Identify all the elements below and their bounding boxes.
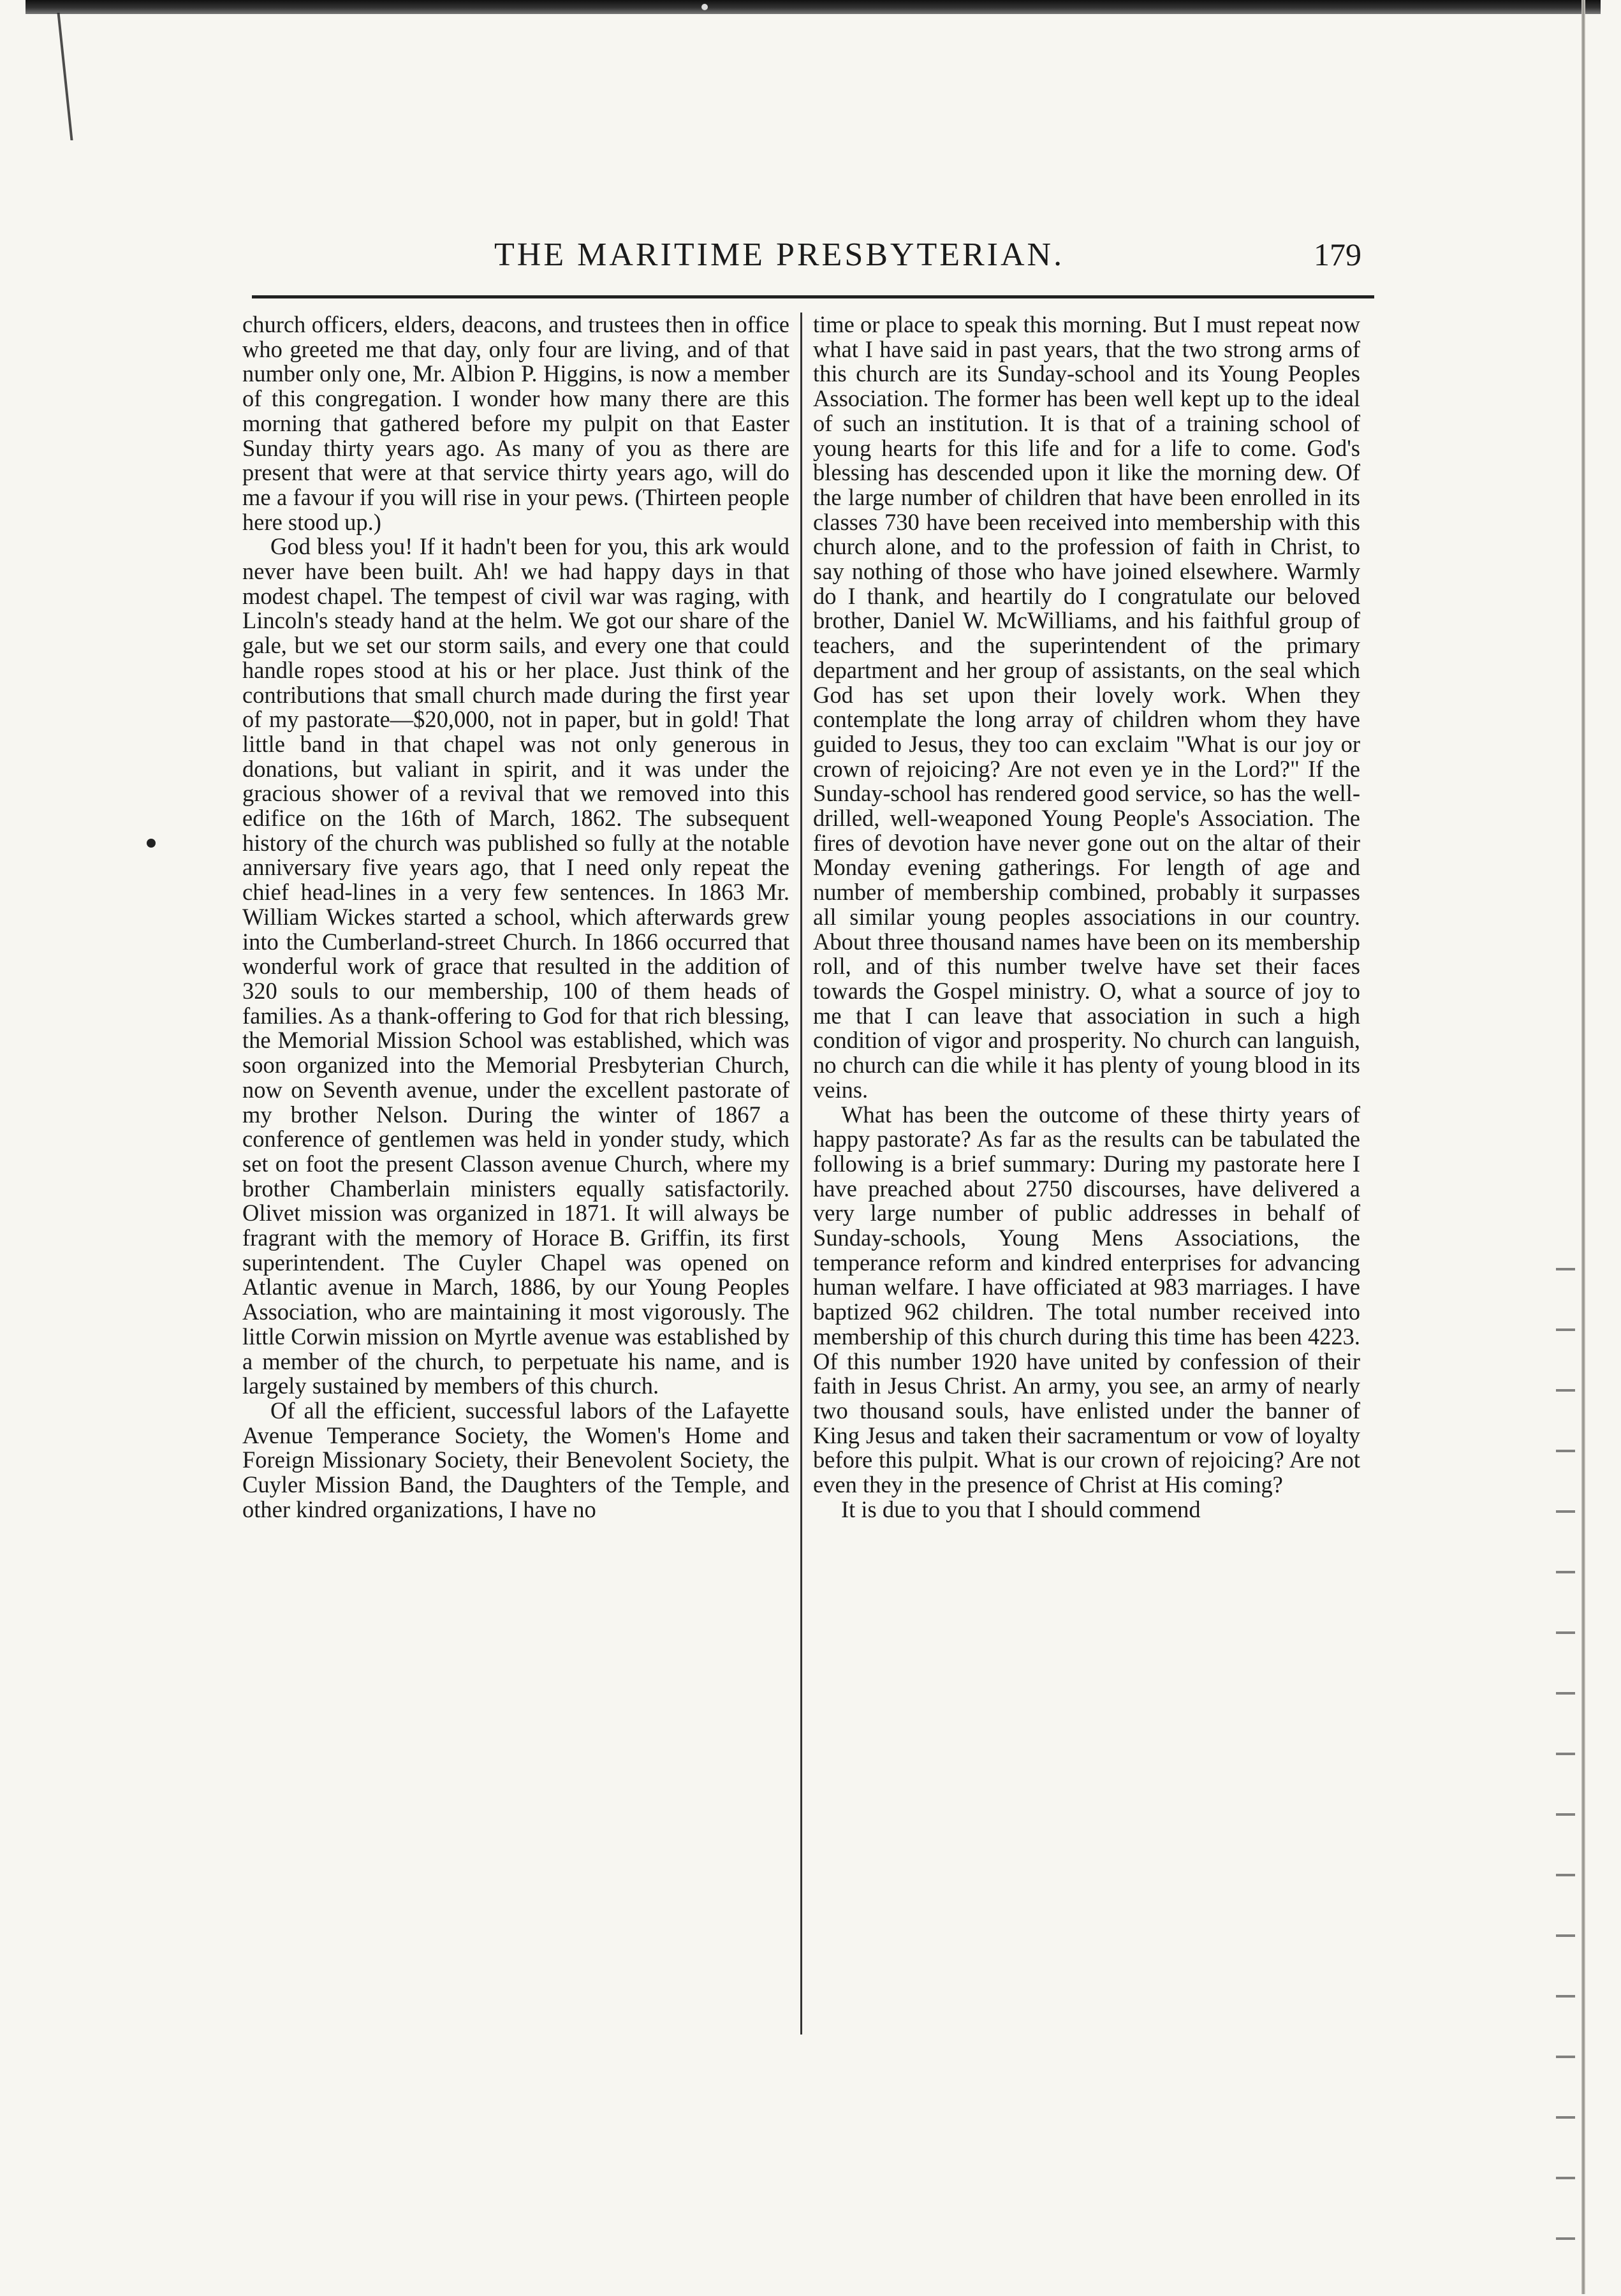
- corner-scan-mark: [57, 13, 105, 140]
- running-header: [252, 236, 1381, 287]
- paragraph: Of all the efficient, successful labors of the Lafayette Avenue Temperance Society, the Women's Home and Foreign Missionary Society, their Benevolent Society, the Cuyler Mission Band, the Daughters of the Temple, and other kindred organizations, I have no: [242, 1397, 789, 1522]
- border-dot: [701, 4, 708, 10]
- page-number: 179: [1314, 237, 1361, 272]
- journal-title: THE MARITIME PRESBYTERIAN.: [494, 237, 1065, 273]
- paragraph: church officers, elders, deacons, and trustees then in office who greeted me that day, only four are living, and of that number only one, Mr. Albion P. Higgins, is now a member of this congregation. I wonder how many there are this morning that gathered before my pulpit on that Easter Sunday thirty years ago. As many of you as there are present that were at that service thirty years ago, will do me a favour if you will rise in your pews. (Thirteen people here stood up.): [242, 311, 789, 535]
- paragraph: What has been the outcome of these thirty years of happy pastorate? As far as the results can be tabulated the following is a brief summary: During my pastorate here I have preached about 2750 discourses, have delivered a very large number of public addresses in behalf of Sunday-schools, Young Mens Associations, the temperance reform and kindred enterprises for advancing human welfare. I have officiated at 983 marriages. I have baptized 962 children. The total number received into membership of this church during this time has been 4223. Of this number 1920 have united by confession of their faith in Jesus Christ. An army, you see, an army of nearly two thousand souls, have enlisted under the banner of King Jesus and taken their sacramentum or vow of loyalty before this pulpit. What is our crown of rejoicing? Are not even they in the presence of Christ at His coming?: [813, 1101, 1360, 1498]
- margin-speckles: [1556, 1244, 1575, 2296]
- paragraph: God bless you! If it hadn't been for you, this ark would never have been built. Ah! we had happy days in that modest chapel. The tempest of civil war was raging, with Lincoln's steady hand at the helm. We got our share of the gale, but we set our storm sails, and every one that could handle ropes stood at his or her place. Just think of the contributions that small church made during the first year of my pastorate—$20,000, not in paper, but in gold! That little band in that chapel was not only generous in donations, but valiant in spirit, and it was under the gracious shower of a revival that we removed into this edifice on the 16th of March, 1862. The subsequent history of the church was published so fully at the notable anniversary five years ago, that I need only repeat the chief head-lines in a very few sentences. In 1863 Mr. William Wickes started a school, which afterwards grew into the Cumberland-street Church. In 1866 occurred that wonderful work of grace that resulted in the addition of 320 souls to our membership, 100 of them heads of families. As a thank-offering to God for that rich blessing, the Memorial Mission School was established, which was soon organized into the Memorial Presbyterian Church, now on Seventh avenue, under the excellent pastorate of my brother Nelson. During the winter of 1867 a conference of gentlemen was held in yonder study, which set on foot the present Classon avenue Church, where my brother Chamberlain ministers equally satisfactorily. Olivet mission was organized in 1871. It will always be fragrant with the memory of Horace B. Griffin, its first superintendent. The Cuyler Chapel was opened on Atlantic avenue in March, 1886, by our Young Peoples Association, who are maintaining it most vigorously. The little Corwin mission on Myrtle avenue was established by a member of the church, to perpetuate his name, and is largely sustained by members of this church.: [242, 533, 789, 1399]
- column-divider: [800, 313, 802, 2035]
- margin-dot: [147, 839, 156, 848]
- page-top-border: [26, 0, 1601, 14]
- right-column: [813, 313, 1360, 1522]
- paragraph: It is due to you that I should commend: [841, 1496, 1201, 1522]
- header-rule: [252, 295, 1374, 298]
- left-column: [242, 313, 789, 1522]
- paragraph: time or place to speak this morning. But I must repeat now what I have said in past years, that the two strong arms of this church are its Sunday-school and its Young Peoples Association. The former has been well kept up to the ideal of such an institution. It is that of a training school of young hearts for this life and for a life to come. God's blessing has descended upon it like the morning dew. Of the large number of children that have been enrolled in its classes 730 have been received into membership with this church alone, and to the profession of faith in Christ, to say nothing of those who have joined elsewhere. Warmly do I thank, and heartily do I congratulate our beloved brother, Daniel W. McWilliams, and his faithful group of teachers, and the superintendent of the primary department and her group of assistants, on the seal which God has set upon their lovely work. When they contemplate the long array of children whom they have guided to Jesus, they too can exclaim "What is our joy or crown of rejoicing? Are not even ye in the Lord?" If the Sunday-school has rendered good service, so has the well-drilled, well-weaponed Young People's Association. The fires of devotion have never gone out on the altar of their Monday evening gatherings. For length of age and number of membership combined, probably it surpasses all similar young peoples associations in our country. About three thousand names have been on its membership roll, and of this number twelve have set their faces towards the Gospel ministry. O, what a source of joy to me that I can leave that association in such a high condition of vigor and prosperity. No church can languish, no church can die while it has plenty of young blood in its veins.: [813, 311, 1360, 1103]
- page-right-edge: [1581, 0, 1585, 2294]
